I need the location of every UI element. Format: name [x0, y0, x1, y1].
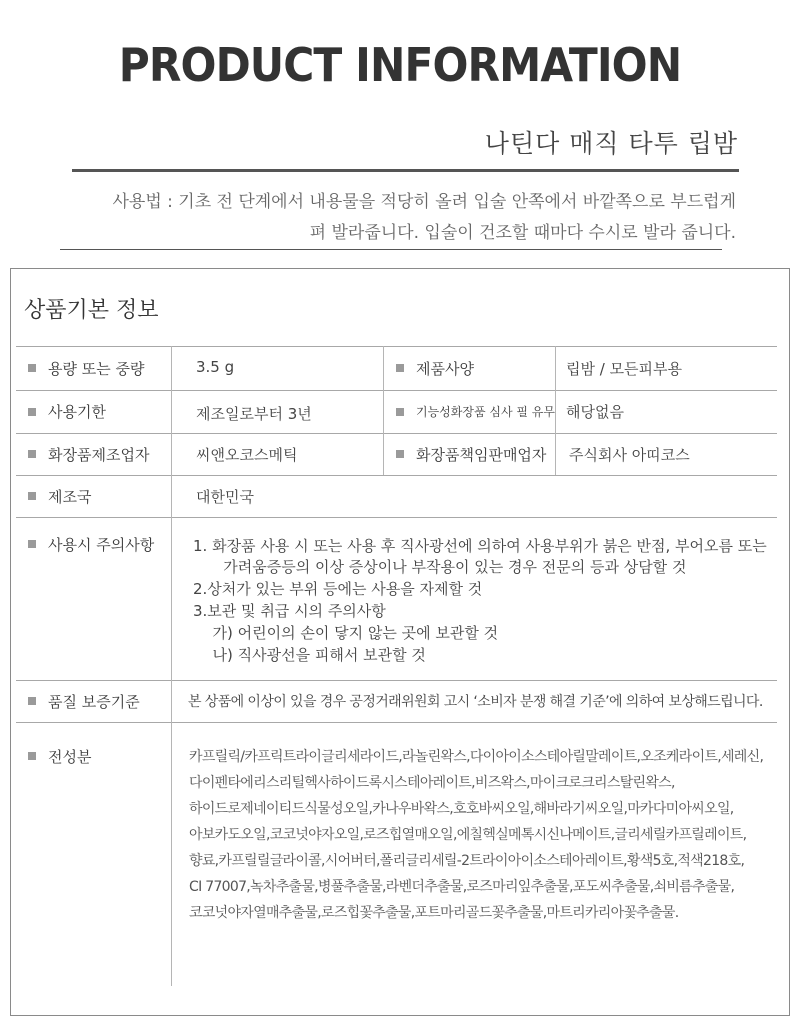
- row-label: [396, 433, 546, 475]
- page-title: PRODUCT INFORMATION: [118, 38, 682, 92]
- caution-text-line: 2.상처가 있는 부위 등에는 사용을 자제할 것: [193, 580, 483, 598]
- caution-text-line: 가려움증등의 이상 증상이나 부작용이 있는 경우 전문의 등과 상담할 것: [209, 558, 687, 576]
- table-divider: [16, 722, 777, 723]
- capacity-label: 용량 또는 중량: [48, 359, 145, 378]
- ingredients-text-line: 향료,카프릴릴글라이콜,시어버터,폴리글리세릴-2트라이아이소스테아레이트,황색5호,적색218호,: [189, 853, 745, 869]
- caution-text-line: 가) 어린이의 손이 닿지 않는 곳에 보관할 것: [203, 624, 499, 642]
- distributor-label: 화장품책임판매업자: [416, 445, 547, 464]
- table-divider: [383, 346, 384, 475]
- table-divider: [16, 517, 777, 518]
- usage-instructions-line: 사용법 : 기초 전 단계에서 내용물을 적당히 올려 입술 안쪽에서 바깥쪽으로 부드럽게: [112, 192, 736, 212]
- ingredients-text-line: 카프릴릭/카프릭트라이글리세라이드,라놀린왁스,다이아이소스테아릴말레이트,오조케라이트,세레신,: [189, 749, 764, 765]
- caution-text-line: 나) 직사광선을 피해서 보관할 것: [203, 646, 426, 664]
- square-bullet-icon: [28, 364, 36, 372]
- caution-label: 사용시 주의사항: [48, 535, 155, 554]
- square-bullet-icon: [28, 697, 36, 705]
- ingredients-text-line: 코코넛야자열매추출물,로즈힙꽃추출물,포트마리골드꽃추출물,마트리카리아꽃추출물.: [189, 905, 679, 921]
- caution-text-line: 3.보관 및 취급 시의 주의사항: [193, 602, 386, 620]
- spec-value: 립밤 / 모든피부용: [566, 360, 683, 378]
- row-label: [28, 390, 106, 433]
- manufacturer-value: 씨앤오코스메틱: [196, 446, 298, 464]
- caution-text-line: 1. 화장품 사용 시 또는 사용 후 직사광선에 의하여 사용부위가 붉은 반점, 부어오름 또는: [193, 537, 767, 555]
- square-bullet-icon: [396, 364, 404, 372]
- square-bullet-icon: [28, 408, 36, 416]
- usage-instructions-line: 펴 발라줍니다. 입술이 건조할 때마다 수시로 발라 줍니다.: [309, 223, 736, 243]
- expiry-label: 사용기한: [48, 403, 106, 421]
- square-bullet-icon: [396, 408, 404, 416]
- table-divider: [16, 475, 777, 476]
- ingredients-label: 전성분: [48, 747, 92, 766]
- title-divider: [72, 169, 739, 172]
- quality-label: 품질 보증기준: [48, 692, 140, 711]
- functional-review-value: 해당없음: [566, 403, 624, 421]
- row-label: [28, 744, 91, 768]
- ingredients-text-line: 하이드로제네이티드식물성오일,카나우바왁스,호호바씨오일,해바라기씨오일,마카다미아씨오일,: [189, 801, 734, 817]
- square-bullet-icon: [28, 450, 36, 458]
- quality-value: 본 상품에 이상이 있을 경우 공정거래위원회 고시 ‘소비자 분쟁 해결 기준’에 의하여 보상해드립니다.: [188, 694, 763, 710]
- capacity-value: 3.5 g: [196, 358, 235, 376]
- table-divider: [555, 346, 556, 475]
- row-label: [28, 346, 144, 390]
- country-label: 제조국: [48, 487, 92, 506]
- manufacturer-label: 화장품제조업자: [48, 445, 150, 464]
- country-value: 대한민국: [196, 488, 254, 506]
- square-bullet-icon: [28, 540, 36, 548]
- distributor-value: 주식회사 아띠코스: [569, 446, 690, 464]
- table-divider: [171, 346, 172, 986]
- functional-review-label: 기능성화장품 심사 필 유무: [416, 405, 555, 419]
- usage-divider: [60, 249, 722, 250]
- row-label: [28, 433, 149, 475]
- row-label: [28, 680, 140, 722]
- expiry-value: 제조일로부터 3년: [196, 405, 312, 423]
- square-bullet-icon: [396, 450, 404, 458]
- product-name: 나틴다 매직 타투 립밤: [484, 129, 738, 158]
- square-bullet-icon: [28, 492, 36, 500]
- row-label: [28, 532, 154, 556]
- row-label: [396, 390, 555, 433]
- ingredients-text-line: 아보카도오일,코코넛야자오일,로즈힙열매오일,에칠헥실메톡시신나메이트,글리세릴카프릴레이트,: [189, 827, 747, 843]
- row-label: [28, 475, 91, 517]
- ingredients-text-line: 다이펜타에리스리틸헥사하이드록시스테아레이트,비즈왁스,마이크로크리스탈린왁스,: [189, 775, 675, 791]
- square-bullet-icon: [28, 752, 36, 760]
- ingredients-text-line: CI 77007,녹차추출물,병풀추출물,라벤더추출물,로즈마리잎추출물,포도씨추출물,쇠비름추출물,: [189, 879, 735, 895]
- row-label: [396, 346, 474, 390]
- spec-label: 제품사양: [416, 359, 474, 378]
- section-title: 상품기본 정보: [24, 298, 159, 323]
